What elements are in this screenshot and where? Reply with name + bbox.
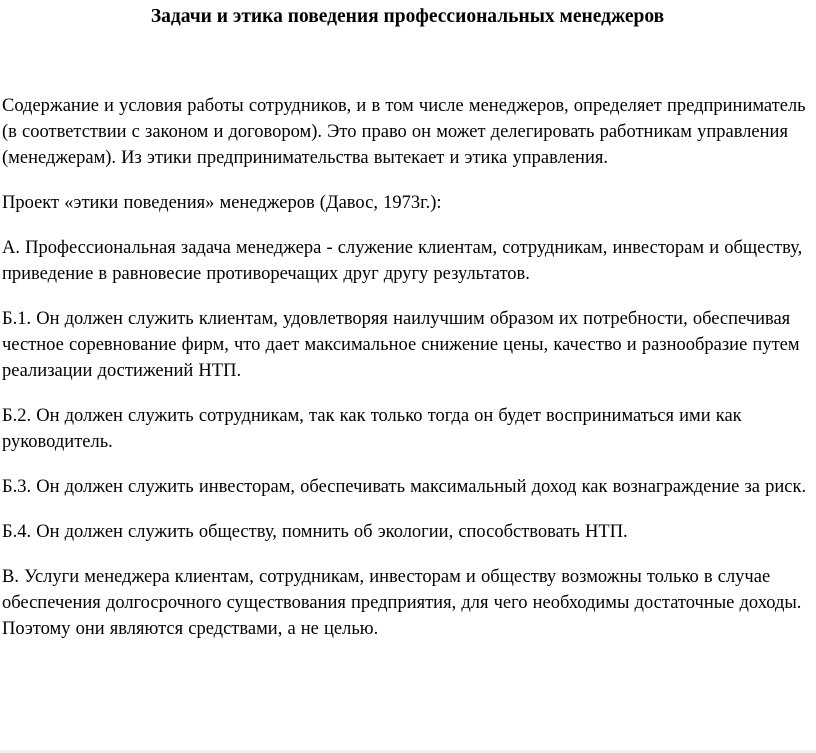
paragraph-b4: Б.4. Он должен служить обществу, помнить об экологии, способствовать НТП. — [2, 522, 628, 542]
document-title: Задачи и этика поведения профессиональных менеджеров — [150, 6, 665, 27]
paragraph-a: А. Профессиональная задача менеджера - служение клиентам, сотрудникам, инвесторам и обществу, приведение в равновесие противоречащих друг другу результатов. — [2, 238, 803, 284]
paragraph-b3: Б.3. Он должен служить инвесторам, обеспечивать максимальный доход как вознаграждение за риск. — [2, 477, 807, 497]
paragraph-b2: Б.2. Он должен служить сотрудникам, так как только тогда он будет восприниматься ими как руководитель. — [2, 406, 742, 452]
paragraph-b1: Б.1. Он должен служить клиентам, удовлетворяя наилучшим образом их потребности, обеспечивая честное соревнование фирм, что дает максимальное снижение цены, качество и разнообразие путем реализации достижений НТП. — [2, 309, 800, 381]
paragraph-davos-heading: Проект «этики поведения» менеджеров (Давос, 1973г.): — [2, 193, 442, 213]
paragraph-v: В. Услуги менеджера клиентам, сотрудникам, инвесторам и обществу возможны только в случае обеспечения долгосрочного существования предприятия, для чего необходимы достаточные доходы. Поэтому они являются средствами, а не целью. — [2, 567, 802, 639]
paragraph-intro: Содержание и условия работы сотрудников, и в том числе менеджеров, определяет предприниматель (в соответствии с законом и договором). Это право он может делегировать работникам управления (менеджерам). Из этики предпринимательства вытекает и этика управления. — [2, 96, 806, 168]
